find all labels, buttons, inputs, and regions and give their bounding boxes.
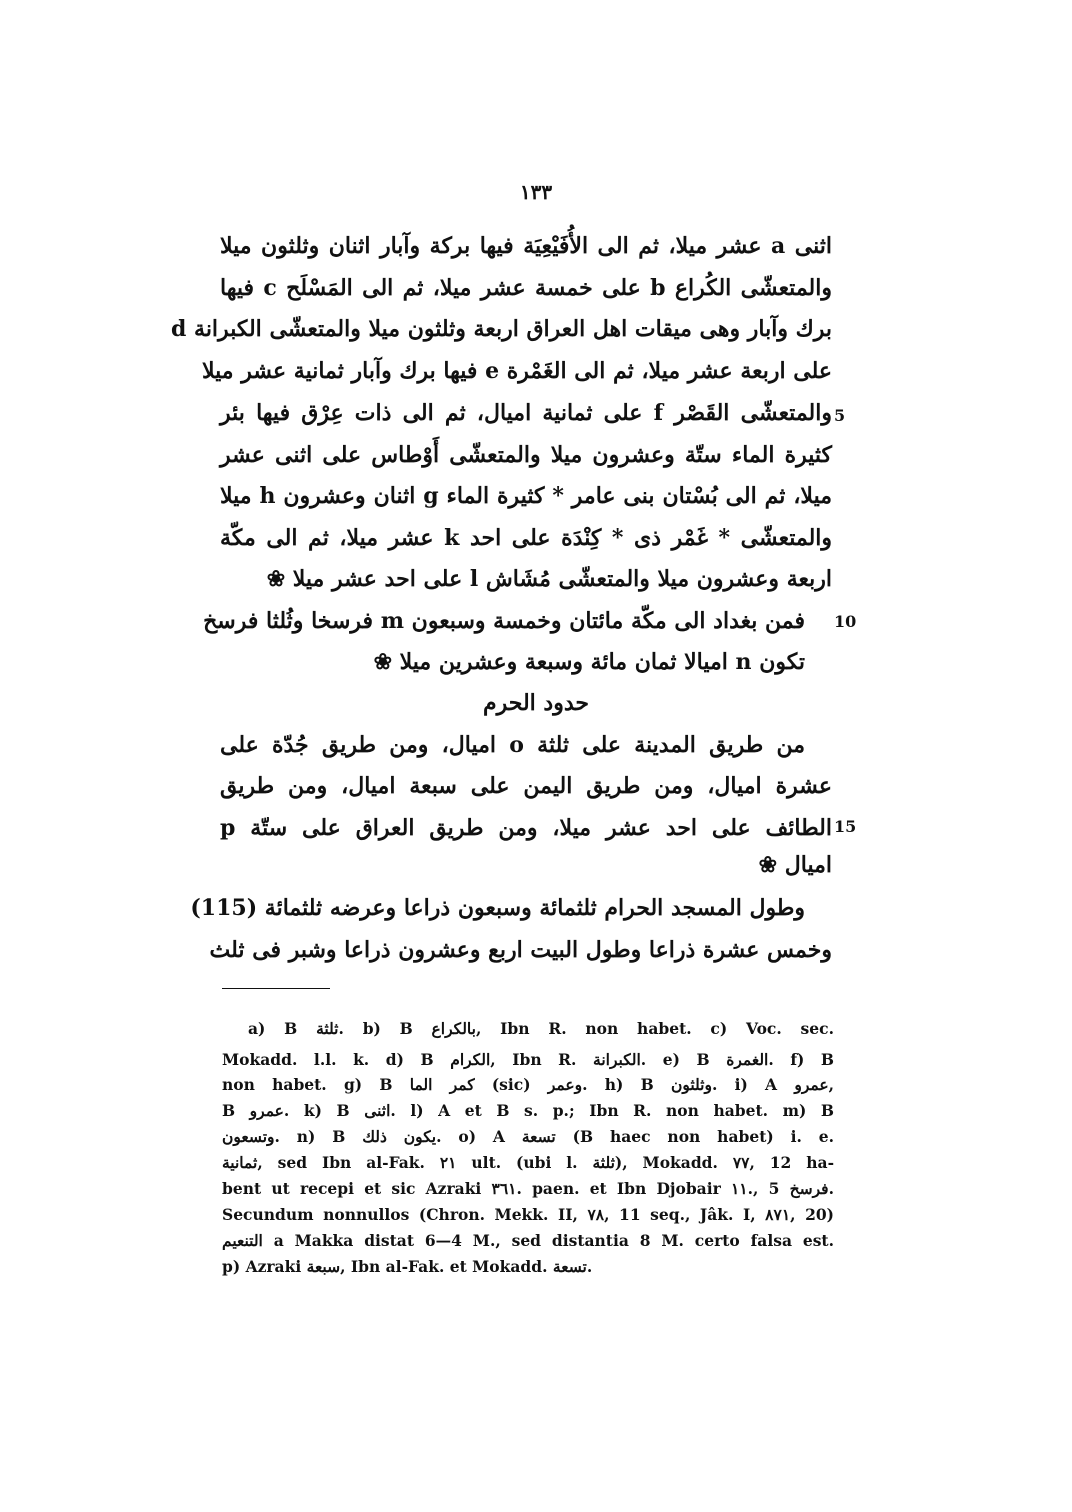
text-line-4: على اربعة عشر ميلا، ثم الى الغَمْرة e فيها برك وآبار ثمانية عشر ميلا: [202, 358, 832, 384]
text-line-10: فمن بغداد الى مكّة مائتان وخمسة وسبعون m فرسخا وثُلثا فرسخ: [203, 608, 805, 634]
footnote-line-6: ثمانية, sed Ibn al-Fak. ٢١ ult. (ubi l. ثلثة), Mokadd. ٧٧, 12 ha-: [222, 1153, 834, 1172]
text-line-12: من طريق المدينة على ثلثة o اميال، ومن طريق جُدّة على: [220, 732, 805, 758]
text-line-13: عشرة اميال، ومن طريق اليمن على سبعة اميال، ومن طريق: [220, 773, 832, 799]
text-line-14: الطائف على احد عشر ميلا، ومن طريق العراق على ستّة p: [220, 815, 832, 841]
text-line-6: كثيرة الماء ستّة وعشرون ميلا والمتعشّى أَوْطاس على اثنى عشر: [220, 442, 832, 468]
text-line-15: اميال ❀: [758, 852, 832, 878]
text-line-5: والمتعشّى القَصْر f على ثمانية اميال، ثم الى ذات عِرْق فيها بئر: [220, 400, 832, 426]
section-heading: حدود الحرم: [482, 690, 589, 716]
text-line-3: برك وآبار وهى ميقات اهل العراق اربعة وثلثون ميلا والمتعشّى الكبرانة d: [170, 316, 832, 342]
footnote-line-4: B عمرو. k) B اثنى. l) A et B s. p.; Ibn R. non habet. m) B: [222, 1101, 834, 1120]
text-line-17: وخمس عشرة ذراعا وطول البيت اربع وعشرون ذراعا وشبر فى ثلث: [209, 937, 832, 963]
text-line-2: والمتعشّى الكُراع b على خمسة عشر ميلا، ثم الى المَسْلَح c فيها: [220, 275, 832, 301]
footnote-rule: [222, 988, 330, 989]
text-line-1: اثنى a عشر ميلا، ثم الى الأُفَيْعِيَة فيها بركة وآبار اثنان وثلثون ميلا: [220, 233, 832, 259]
text-line-11: تكون n اميالا ثمان مائة وسبعة وعشرين ميلا ❀: [373, 649, 805, 675]
margin-line-number-5: 5: [834, 406, 846, 425]
page-number: ١٣٣: [519, 180, 553, 204]
margin-line-number-15: 15: [834, 817, 857, 836]
footnote-line-9: التنعيم a Makka distat 6—4 M., sed distantia 8 M. certo falsa est.: [222, 1231, 834, 1250]
footnote-line-3: non habet. g) B كمر الما (sic) وعمر. h) B وثلثون. i) A عمرو,: [222, 1075, 834, 1094]
text-line-16: وطول المسجد الحرام ثلثمائة وسبعون ذراعا وعرضه ثلثمائة (115): [190, 895, 805, 921]
margin-line-number-10: 10: [834, 612, 857, 631]
footnote-line-7: bent ut recepi et sic Azraki ٣٦١. paen. et Ibn Djobair ١١., 5 فرسخ.: [222, 1179, 834, 1198]
footnote-line-10: p) Azraki سبعة, Ibn al-Fak. et Mokadd. تسعة.: [222, 1257, 593, 1276]
footnote-line-1: a) B ثلثة. b) B بالكراع, Ibn R. non habet. c) Voc. sec.: [248, 1019, 834, 1038]
footnote-line-8: Secundum nonnullos (Chron. Mekk. II, ٧٨, 11 seq., Jâk. I, ٨٧١, 20): [222, 1205, 835, 1224]
text-line-9: اربعة وعشرون ميلا والمتعشّى مُشَاش l على احد عشر ميلا ❀: [266, 566, 832, 592]
footnote-line-5: وتسعون. n) B يكون ذلك. o) A تسعة (B haec non habet) i. e.: [222, 1127, 834, 1146]
footnote-line-2: Mokadd. l.l. k. d) B الكرام, Ibn R. الكبرانة. e) B الغمرة. f) B: [222, 1050, 834, 1069]
text-line-7: ميلا، ثم الى بُسْتان بنى عامر * كثيرة الماء g اثنان وعشرون h ميلا: [220, 483, 832, 509]
text-line-8: والمتعشّى * غَمْر ذى * كِنْدَة على احد k عشر ميلا، ثم الى مكّة: [220, 525, 833, 551]
